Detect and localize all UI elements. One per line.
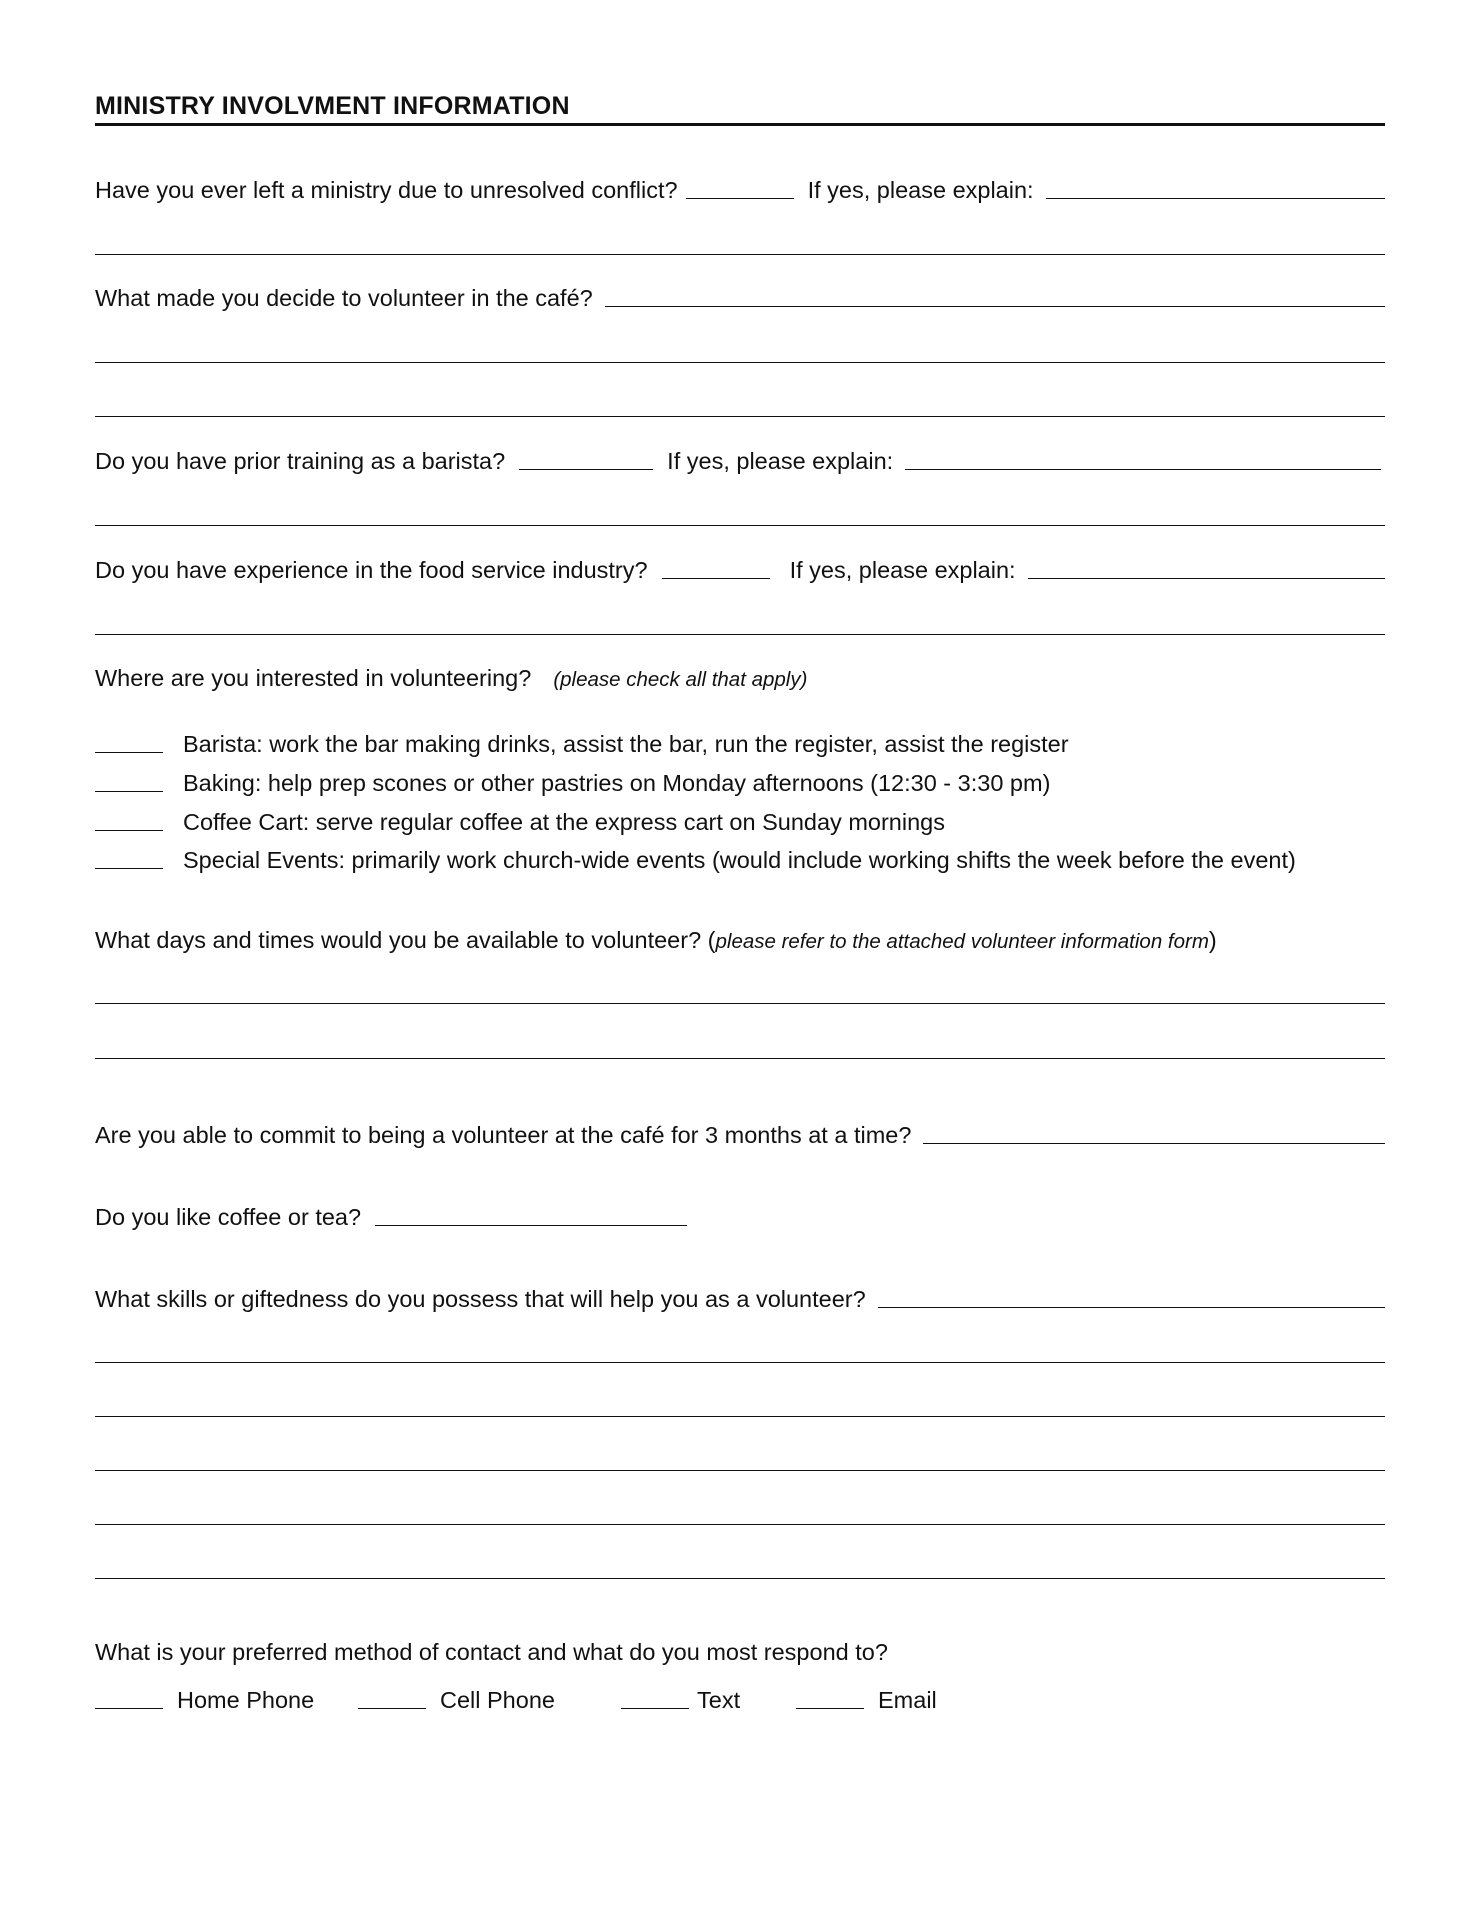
availability-line-2[interactable] [95, 1058, 1385, 1059]
contact-text [621, 1687, 796, 1714]
cafe-reason-row [95, 278, 1385, 312]
heading-underline [95, 123, 1385, 126]
option-coffee-cart [95, 802, 945, 836]
cafe-reason-line-2[interactable] [95, 416, 1385, 417]
contact-text-label: Text [697, 1687, 741, 1713]
option-barista [95, 724, 1069, 758]
skills-line-5[interactable] [95, 1578, 1385, 1579]
barista-explain-line[interactable] [95, 525, 1385, 526]
option-baking-label: Baking: help prep scones or other pastries on Monday afternoons (12:30 - 3:30 pm) [183, 770, 1051, 796]
contact-home-phone [95, 1687, 358, 1714]
skills-row [95, 1279, 1385, 1313]
commit-row [95, 1115, 1385, 1149]
option-baking [95, 763, 1050, 797]
cafe-reason-question: What made you decide to volunteer in the café? [95, 285, 593, 311]
option-special-events-checkbox[interactable] [95, 868, 163, 869]
contact-cell-phone-checkbox[interactable] [358, 1708, 426, 1709]
option-baking-checkbox[interactable] [95, 791, 163, 792]
option-special-events [95, 840, 1296, 874]
skills-line-4[interactable] [95, 1524, 1385, 1525]
contact-email-checkbox[interactable] [796, 1708, 864, 1709]
conflict-question: Have you ever left a ministry due to unresolved conflict? [95, 177, 678, 203]
interest-row [95, 658, 1385, 692]
interest-hint: (please check all that apply) [553, 668, 808, 691]
contact-home-phone-checkbox[interactable] [95, 1708, 163, 1709]
contact-home-phone-label: Home Phone [177, 1687, 315, 1713]
availability-hint: please refer to the attached volunteer information form [715, 930, 1209, 953]
availability-row [95, 920, 1385, 954]
availability-question: What days and times would you be available to volunteer? ( [95, 927, 716, 953]
contact-text-checkbox[interactable] [621, 1708, 689, 1709]
cafe-reason-blank[interactable] [605, 306, 1385, 307]
food-service-question: Do you have experience in the food service industry? [95, 557, 648, 583]
contact-cell-phone-label: Cell Phone [440, 1687, 555, 1713]
skills-blank[interactable] [878, 1307, 1385, 1308]
section-heading: MINISTRY INVOLVMENT INFORMATION [95, 92, 570, 120]
commit-question: Are you able to commit to being a volunteer at the café for 3 months at a time? [95, 1122, 912, 1148]
commit-blank[interactable] [923, 1143, 1385, 1144]
food-explain-blank[interactable] [1028, 578, 1385, 579]
contact-email-label: Email [878, 1687, 937, 1713]
interest-question: Where are you interested in volunteering? [95, 665, 532, 691]
availability-close-paren: ) [1208, 927, 1217, 953]
barista-training-blank[interactable] [519, 469, 653, 470]
barista-training-row [95, 441, 1385, 475]
option-barista-checkbox[interactable] [95, 752, 163, 753]
contact-options [95, 1680, 937, 1714]
option-coffee-cart-label: Coffee Cart: serve regular coffee at the express cart on Sunday mornings [183, 809, 945, 835]
coffee-tea-row [95, 1197, 1385, 1231]
food-service-row [95, 550, 1385, 584]
coffee-tea-blank[interactable] [375, 1225, 687, 1226]
skills-question: What skills or giftedness do you possess that will help you as a volunteer? [95, 1286, 866, 1312]
skills-line-1[interactable] [95, 1362, 1385, 1363]
option-barista-label: Barista: work the bar making drinks, assist the bar, run the register, assist the register [183, 731, 1069, 757]
food-explain-line[interactable] [95, 634, 1385, 635]
contact-question: What is your preferred method of contact and what do you most respond to? [95, 1639, 888, 1665]
food-service-blank[interactable] [662, 578, 770, 579]
contact-question-row [95, 1632, 1385, 1666]
conflict-explain-blank[interactable] [1046, 198, 1385, 199]
conflict-question-row [95, 170, 1385, 204]
food-followup-label: If yes, please explain: [789, 557, 1016, 583]
conflict-answer-blank[interactable] [686, 198, 794, 199]
skills-line-3[interactable] [95, 1470, 1385, 1471]
contact-cell-phone [358, 1687, 621, 1714]
barista-explain-blank[interactable] [905, 469, 1381, 470]
conflict-explain-line[interactable] [95, 254, 1385, 255]
contact-email [796, 1687, 937, 1714]
coffee-tea-question: Do you like coffee or tea? [95, 1204, 362, 1230]
availability-line-1[interactable] [95, 1003, 1385, 1004]
barista-training-question: Do you have prior training as a barista? [95, 448, 506, 474]
option-special-events-label: Special Events: primarily work church-wide events (would include working shifts the week before the event) [183, 847, 1296, 873]
conflict-followup-label: If yes, please explain: [807, 177, 1034, 203]
option-coffee-cart-checkbox[interactable] [95, 830, 163, 831]
cafe-reason-line-1[interactable] [95, 362, 1385, 363]
barista-followup-label: If yes, please explain: [667, 448, 894, 474]
skills-line-2[interactable] [95, 1416, 1385, 1417]
